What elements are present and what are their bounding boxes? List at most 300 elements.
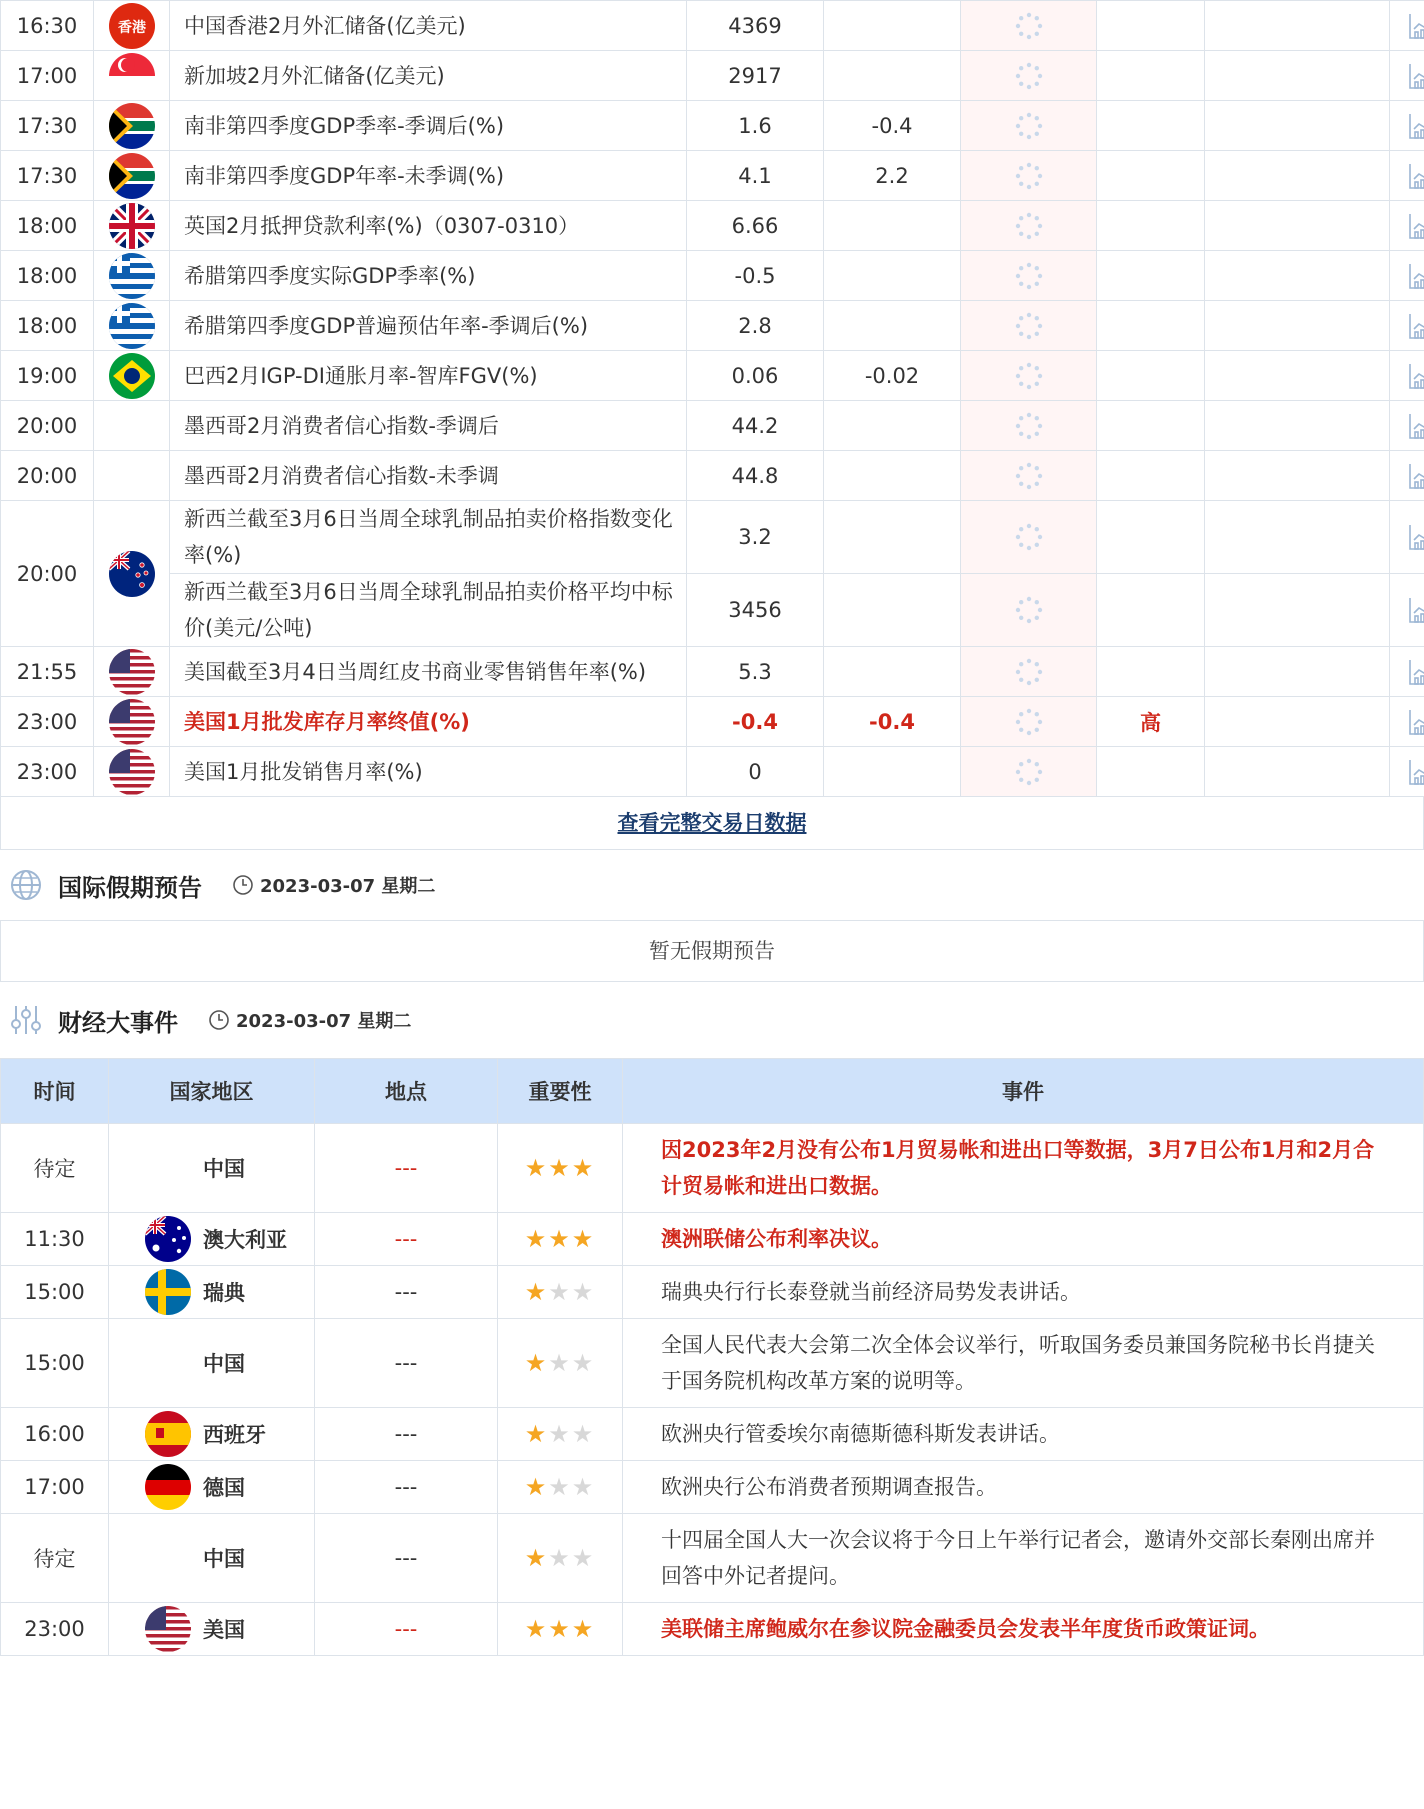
econ-row xyxy=(1,401,1424,451)
econ-importance xyxy=(1097,151,1205,201)
star-rating xyxy=(525,1278,596,1306)
loading-spinner-icon xyxy=(1014,597,1044,621)
econ-previous: 3456 xyxy=(687,574,824,647)
econ-importance xyxy=(1097,401,1205,451)
econ-interpretation xyxy=(1205,1,1390,51)
loading-spinner-icon xyxy=(1014,759,1044,783)
event-description: 全国人民代表大会第二次全体会议举行，听取国务委员兼国务院秘书长肖捷关于国务院机构改革方案的说明等。 xyxy=(623,1319,1424,1408)
star-rating xyxy=(525,1349,596,1377)
event-time: 17:00 xyxy=(1,1461,109,1514)
star-icon: ★ xyxy=(548,1349,572,1377)
econ-time: 21:55 xyxy=(1,647,94,697)
econ-importance: 高 xyxy=(1097,697,1205,747)
col-time: 时间 xyxy=(1,1059,109,1124)
economic-data-table xyxy=(0,0,1424,797)
econ-previous: -0.5 xyxy=(687,251,824,301)
econ-chart[interactable] xyxy=(1390,301,1424,351)
event-row xyxy=(1,1461,1424,1514)
econ-time: 20:00 xyxy=(1,451,94,501)
econ-chart[interactable] xyxy=(1390,697,1424,747)
econ-interpretation xyxy=(1205,697,1390,747)
loading-spinner-icon xyxy=(1014,63,1044,87)
econ-importance xyxy=(1097,451,1205,501)
econ-previous: 2.8 xyxy=(687,301,824,351)
loading-spinner-icon xyxy=(1014,263,1044,287)
econ-indicator: 墨西哥2月消费者信心指数-季调后 xyxy=(170,401,687,451)
econ-flag xyxy=(94,697,170,747)
loading-spinner-icon xyxy=(1014,413,1044,437)
event-country-name: 澳大利亚 xyxy=(203,1228,287,1252)
holiday-title: 国际假期预告 xyxy=(58,873,202,902)
econ-previous: 4369 xyxy=(687,1,824,51)
econ-row xyxy=(1,151,1424,201)
event-time: 23:00 xyxy=(1,1603,109,1656)
econ-importance xyxy=(1097,1,1205,51)
chart-icon[interactable] xyxy=(1407,363,1424,387)
econ-row xyxy=(1,1,1424,51)
loading-spinner-icon xyxy=(1014,524,1044,548)
view-full-data xyxy=(0,797,1424,850)
sliders-icon xyxy=(8,1002,44,1038)
event-country xyxy=(109,1319,315,1408)
econ-time: 17:30 xyxy=(1,151,94,201)
star-icon: ★ xyxy=(524,1615,549,1643)
event-place: --- xyxy=(315,1603,498,1656)
econ-actual xyxy=(961,301,1097,351)
svg-text:香港: 香港 xyxy=(117,19,146,36)
event-importance xyxy=(498,1408,623,1461)
econ-previous: -0.4 xyxy=(687,697,824,747)
flag-nz-icon xyxy=(109,551,155,597)
econ-row xyxy=(1,351,1424,401)
col-country: 国家地区 xyxy=(109,1059,315,1124)
loading-spinner-icon xyxy=(1014,363,1044,387)
econ-time: 16:30 xyxy=(1,1,94,51)
econ-importance xyxy=(1097,251,1205,301)
holiday-section-header xyxy=(0,850,1424,920)
econ-time: 18:00 xyxy=(1,251,94,301)
econ-previous: 1.6 xyxy=(687,101,824,151)
econ-actual xyxy=(961,101,1097,151)
loading-spinner-icon xyxy=(1014,113,1044,137)
flag-us-icon xyxy=(109,749,155,795)
event-row xyxy=(1,1514,1424,1603)
events-section-header xyxy=(0,982,1424,1058)
event-importance xyxy=(498,1124,623,1213)
event-row xyxy=(1,1408,1424,1461)
econ-row xyxy=(1,451,1424,501)
econ-forecast xyxy=(824,201,961,251)
clock-icon xyxy=(232,874,254,896)
chart-icon[interactable] xyxy=(1407,63,1424,87)
econ-chart[interactable] xyxy=(1390,451,1424,501)
event-description: 瑞典央行行长泰登就当前经济局势发表讲话。 xyxy=(623,1266,1424,1319)
econ-previous: 0 xyxy=(687,747,824,797)
econ-time: 17:00 xyxy=(1,51,94,101)
econ-importance xyxy=(1097,574,1205,647)
econ-indicator: 中国香港2月外汇储备(亿美元) xyxy=(170,1,687,51)
chart-icon[interactable] xyxy=(1407,163,1424,187)
econ-previous: 0.06 xyxy=(687,351,824,401)
col-event: 事件 xyxy=(623,1059,1424,1124)
event-description: 欧洲央行管委埃尔南德斯德科斯发表讲话。 xyxy=(623,1408,1424,1461)
flag-se-icon xyxy=(145,1269,191,1315)
econ-flag xyxy=(94,301,170,351)
econ-importance xyxy=(1097,201,1205,251)
econ-interpretation xyxy=(1205,747,1390,797)
econ-interpretation xyxy=(1205,251,1390,301)
econ-actual xyxy=(961,747,1097,797)
econ-chart[interactable] xyxy=(1390,747,1424,797)
econ-chart[interactable] xyxy=(1390,351,1424,401)
econ-forecast: -0.4 xyxy=(824,697,961,747)
econ-time: 19:00 xyxy=(1,351,94,401)
event-country-name: 中国 xyxy=(203,1352,245,1376)
econ-importance xyxy=(1097,351,1205,401)
econ-row xyxy=(1,501,1424,574)
econ-previous: 6.66 xyxy=(687,201,824,251)
flag-hk-icon xyxy=(109,3,155,49)
econ-row xyxy=(1,647,1424,697)
event-row xyxy=(1,1266,1424,1319)
star-icon: ★ xyxy=(571,1349,596,1377)
star-icon: ★ xyxy=(571,1544,596,1572)
star-rating xyxy=(525,1154,596,1182)
econ-importance xyxy=(1097,101,1205,151)
econ-forecast xyxy=(824,647,961,697)
star-icon: ★ xyxy=(548,1473,572,1501)
econ-time: 17:30 xyxy=(1,101,94,151)
events-title: 财经大事件 xyxy=(58,1008,178,1037)
event-country xyxy=(109,1514,315,1603)
econ-flag xyxy=(94,201,170,251)
chart-icon[interactable] xyxy=(1407,709,1424,733)
econ-time: 23:00 xyxy=(1,697,94,747)
econ-time: 20:00 xyxy=(1,501,94,647)
chart-icon[interactable] xyxy=(1407,263,1424,287)
econ-chart[interactable] xyxy=(1390,401,1424,451)
chart-icon[interactable] xyxy=(1407,413,1424,437)
event-country xyxy=(109,1603,315,1656)
econ-indicator: 美国截至3月4日当周红皮书商业零售销售年率(%) xyxy=(170,647,687,697)
star-icon: ★ xyxy=(571,1225,596,1253)
star-rating xyxy=(525,1225,596,1253)
econ-interpretation xyxy=(1205,501,1390,574)
econ-forecast xyxy=(824,1,961,51)
econ-flag xyxy=(94,451,170,501)
econ-flag xyxy=(94,351,170,401)
econ-indicator: 墨西哥2月消费者信心指数-未季调 xyxy=(170,451,687,501)
econ-flag xyxy=(94,51,170,101)
econ-row xyxy=(1,574,1424,647)
econ-interpretation xyxy=(1205,647,1390,697)
econ-chart[interactable] xyxy=(1390,201,1424,251)
event-country xyxy=(109,1266,315,1319)
econ-flag xyxy=(94,501,170,647)
chart-icon[interactable] xyxy=(1407,759,1424,783)
econ-chart[interactable] xyxy=(1390,101,1424,151)
flag-za-icon xyxy=(109,103,155,149)
event-time: 11:30 xyxy=(1,1213,109,1266)
chart-icon[interactable] xyxy=(1407,524,1424,548)
event-place: --- xyxy=(315,1461,498,1514)
loading-spinner-icon xyxy=(1014,163,1044,187)
econ-flag xyxy=(94,251,170,301)
econ-importance xyxy=(1097,301,1205,351)
loading-spinner-icon xyxy=(1014,709,1044,733)
chart-icon[interactable] xyxy=(1407,597,1424,621)
event-place: --- xyxy=(315,1266,498,1319)
econ-forecast: -0.4 xyxy=(824,101,961,151)
econ-actual xyxy=(961,1,1097,51)
econ-importance xyxy=(1097,747,1205,797)
flag-au-icon xyxy=(145,1216,191,1262)
event-country-name: 中国 xyxy=(203,1547,245,1571)
flag-us-icon xyxy=(109,699,155,745)
econ-row xyxy=(1,101,1424,151)
econ-interpretation xyxy=(1205,351,1390,401)
events-date: 2023-03-07 星期二 xyxy=(236,1011,412,1032)
event-importance xyxy=(498,1319,623,1408)
econ-chart[interactable] xyxy=(1390,647,1424,697)
econ-row xyxy=(1,201,1424,251)
star-icon: ★ xyxy=(571,1154,596,1182)
star-rating xyxy=(525,1420,596,1448)
econ-interpretation xyxy=(1205,51,1390,101)
econ-indicator: 新西兰截至3月6日当周全球乳制品拍卖价格平均中标价(美元/公吨) xyxy=(170,574,687,647)
star-icon: ★ xyxy=(524,1349,549,1377)
econ-time: 18:00 xyxy=(1,201,94,251)
holiday-empty-message: 暂无假期预告 xyxy=(0,920,1424,982)
chart-icon[interactable] xyxy=(1407,463,1424,487)
econ-actual xyxy=(961,251,1097,301)
econ-actual xyxy=(961,401,1097,451)
col-place: 地点 xyxy=(315,1059,498,1124)
econ-actual xyxy=(961,574,1097,647)
star-rating xyxy=(525,1473,596,1501)
flag-us-icon xyxy=(145,1606,191,1652)
econ-previous: 4.1 xyxy=(687,151,824,201)
econ-time: 20:00 xyxy=(1,401,94,451)
event-country xyxy=(109,1408,315,1461)
star-icon: ★ xyxy=(571,1420,596,1448)
event-importance xyxy=(498,1514,623,1603)
event-description: 澳洲联储公布利率决议。 xyxy=(623,1213,1424,1266)
econ-actual xyxy=(961,351,1097,401)
event-description: 因2023年2月没有公布1月贸易帐和进出口等数据，3月7日公布1月和2月合计贸易帐和进出口数据。 xyxy=(623,1124,1424,1213)
event-time: 16:00 xyxy=(1,1408,109,1461)
event-place: --- xyxy=(315,1124,498,1213)
event-importance xyxy=(498,1603,623,1656)
star-rating xyxy=(525,1544,596,1572)
star-icon: ★ xyxy=(548,1420,572,1448)
chart-icon[interactable] xyxy=(1407,13,1424,37)
event-time: 15:00 xyxy=(1,1319,109,1408)
star-icon: ★ xyxy=(571,1473,596,1501)
econ-flag xyxy=(94,401,170,451)
econ-time: 23:00 xyxy=(1,747,94,797)
event-country xyxy=(109,1124,315,1213)
econ-flag xyxy=(94,747,170,797)
star-icon: ★ xyxy=(524,1473,549,1501)
flag-za-icon xyxy=(109,153,155,199)
econ-forecast: 2.2 xyxy=(824,151,961,201)
econ-previous: 5.3 xyxy=(687,647,824,697)
econ-row xyxy=(1,51,1424,101)
flag-de-icon xyxy=(145,1464,191,1510)
econ-actual xyxy=(961,697,1097,747)
star-icon: ★ xyxy=(548,1225,572,1253)
event-time: 待定 xyxy=(1,1124,109,1213)
econ-forecast xyxy=(824,747,961,797)
econ-row xyxy=(1,747,1424,797)
event-importance xyxy=(498,1461,623,1514)
event-importance xyxy=(498,1266,623,1319)
star-icon: ★ xyxy=(524,1544,549,1572)
econ-flag xyxy=(94,1,170,51)
econ-interpretation xyxy=(1205,401,1390,451)
econ-interpretation xyxy=(1205,201,1390,251)
econ-actual xyxy=(961,647,1097,697)
econ-actual xyxy=(961,151,1097,201)
star-icon: ★ xyxy=(548,1278,572,1306)
loading-spinner-icon xyxy=(1014,213,1044,237)
star-icon: ★ xyxy=(571,1615,596,1643)
globe-icon xyxy=(8,867,44,903)
econ-chart[interactable] xyxy=(1390,51,1424,101)
econ-interpretation xyxy=(1205,301,1390,351)
clock-icon xyxy=(208,1009,230,1031)
chart-icon[interactable] xyxy=(1407,113,1424,137)
loading-spinner-icon xyxy=(1014,313,1044,337)
star-icon: ★ xyxy=(548,1544,572,1572)
loading-spinner-icon xyxy=(1014,463,1044,487)
econ-indicator: 美国1月批发销售月率(%) xyxy=(170,747,687,797)
econ-forecast xyxy=(824,301,961,351)
chart-icon[interactable] xyxy=(1407,659,1424,683)
flag-us-icon xyxy=(109,649,155,695)
econ-forecast xyxy=(824,574,961,647)
loading-spinner-icon xyxy=(1014,659,1044,683)
econ-forecast: -0.02 xyxy=(824,351,961,401)
event-place: --- xyxy=(315,1514,498,1603)
econ-chart[interactable] xyxy=(1390,574,1424,647)
star-icon: ★ xyxy=(571,1278,596,1306)
econ-interpretation xyxy=(1205,101,1390,151)
col-importance: 重要性 xyxy=(498,1059,623,1124)
event-description: 欧洲央行公布消费者预期调查报告。 xyxy=(623,1461,1424,1514)
star-icon: ★ xyxy=(524,1154,549,1182)
econ-actual xyxy=(961,201,1097,251)
event-country-name: 瑞典 xyxy=(203,1281,245,1305)
econ-row xyxy=(1,697,1424,747)
econ-flag xyxy=(94,101,170,151)
star-icon: ★ xyxy=(524,1420,549,1448)
econ-time: 18:00 xyxy=(1,301,94,351)
econ-indicator: 新加坡2月外汇储备(亿美元) xyxy=(170,51,687,101)
event-time: 待定 xyxy=(1,1514,109,1603)
econ-previous: 44.2 xyxy=(687,401,824,451)
event-country xyxy=(109,1213,315,1266)
econ-indicator: 巴西2月IGP-DI通胀月率-智库FGV(%) xyxy=(170,351,687,401)
econ-actual xyxy=(961,451,1097,501)
econ-flag xyxy=(94,647,170,697)
econ-forecast xyxy=(824,501,961,574)
econ-indicator: 南非第四季度GDP季率-季调后(%) xyxy=(170,101,687,151)
econ-forecast xyxy=(824,401,961,451)
event-country-name: 美国 xyxy=(203,1618,245,1642)
event-time: 15:00 xyxy=(1,1266,109,1319)
econ-previous: 3.2 xyxy=(687,501,824,574)
econ-actual xyxy=(961,51,1097,101)
econ-indicator: 英国2月抵押贷款利率(%)（0307-0310） xyxy=(170,201,687,251)
flag-gr-icon xyxy=(109,253,155,299)
econ-importance xyxy=(1097,501,1205,574)
star-icon: ★ xyxy=(524,1225,549,1253)
econ-chart[interactable] xyxy=(1390,251,1424,301)
event-place: --- xyxy=(315,1319,498,1408)
event-country-name: 德国 xyxy=(203,1476,245,1500)
econ-indicator: 希腊第四季度GDP普遍预估年率-季调后(%) xyxy=(170,301,687,351)
flag-br-icon xyxy=(109,353,155,399)
chart-icon[interactable] xyxy=(1407,213,1424,237)
event-country-name: 中国 xyxy=(203,1157,245,1181)
econ-forecast xyxy=(824,51,961,101)
flag-sg-icon xyxy=(109,53,155,99)
econ-flag xyxy=(94,151,170,201)
chart-icon[interactable] xyxy=(1407,313,1424,337)
star-icon: ★ xyxy=(548,1615,572,1643)
econ-row xyxy=(1,251,1424,301)
econ-indicator: 南非第四季度GDP年率-未季调(%) xyxy=(170,151,687,201)
econ-row xyxy=(1,301,1424,351)
econ-indicator: 新西兰截至3月6日当周全球乳制品拍卖价格指数变化率(%) xyxy=(170,501,687,574)
holiday-date: 2023-03-07 星期二 xyxy=(260,876,436,897)
econ-chart[interactable] xyxy=(1390,501,1424,574)
events-table xyxy=(0,1058,1424,1656)
econ-chart[interactable] xyxy=(1390,151,1424,201)
event-place: --- xyxy=(315,1213,498,1266)
econ-forecast xyxy=(824,451,961,501)
econ-interpretation xyxy=(1205,451,1390,501)
star-icon: ★ xyxy=(548,1154,572,1182)
econ-interpretation xyxy=(1205,151,1390,201)
event-row xyxy=(1,1319,1424,1408)
event-country xyxy=(109,1461,315,1514)
econ-importance xyxy=(1097,51,1205,101)
econ-previous: 2917 xyxy=(687,51,824,101)
event-row xyxy=(1,1213,1424,1266)
econ-indicator: 希腊第四季度实际GDP季率(%) xyxy=(170,251,687,301)
event-row xyxy=(1,1124,1424,1213)
view-full-data-link[interactable]: 查看完整交易日数据 xyxy=(617,811,807,835)
econ-actual xyxy=(961,501,1097,574)
econ-previous: 44.8 xyxy=(687,451,824,501)
econ-forecast xyxy=(824,251,961,301)
event-country-name: 西班牙 xyxy=(203,1423,266,1447)
flag-gb-icon xyxy=(109,203,155,249)
econ-importance xyxy=(1097,647,1205,697)
event-place: --- xyxy=(315,1408,498,1461)
econ-interpretation xyxy=(1205,574,1390,647)
econ-chart[interactable] xyxy=(1390,1,1424,51)
econ-indicator: 美国1月批发库存月率终值(%) xyxy=(170,697,687,747)
star-rating xyxy=(525,1615,596,1643)
flag-gr-icon xyxy=(109,303,155,349)
flag-es-icon xyxy=(145,1411,191,1457)
event-description: 十四届全国人大一次会议将于今日上午举行记者会，邀请外交部长秦刚出席并回答中外记者提问。 xyxy=(623,1514,1424,1603)
star-icon: ★ xyxy=(524,1278,549,1306)
